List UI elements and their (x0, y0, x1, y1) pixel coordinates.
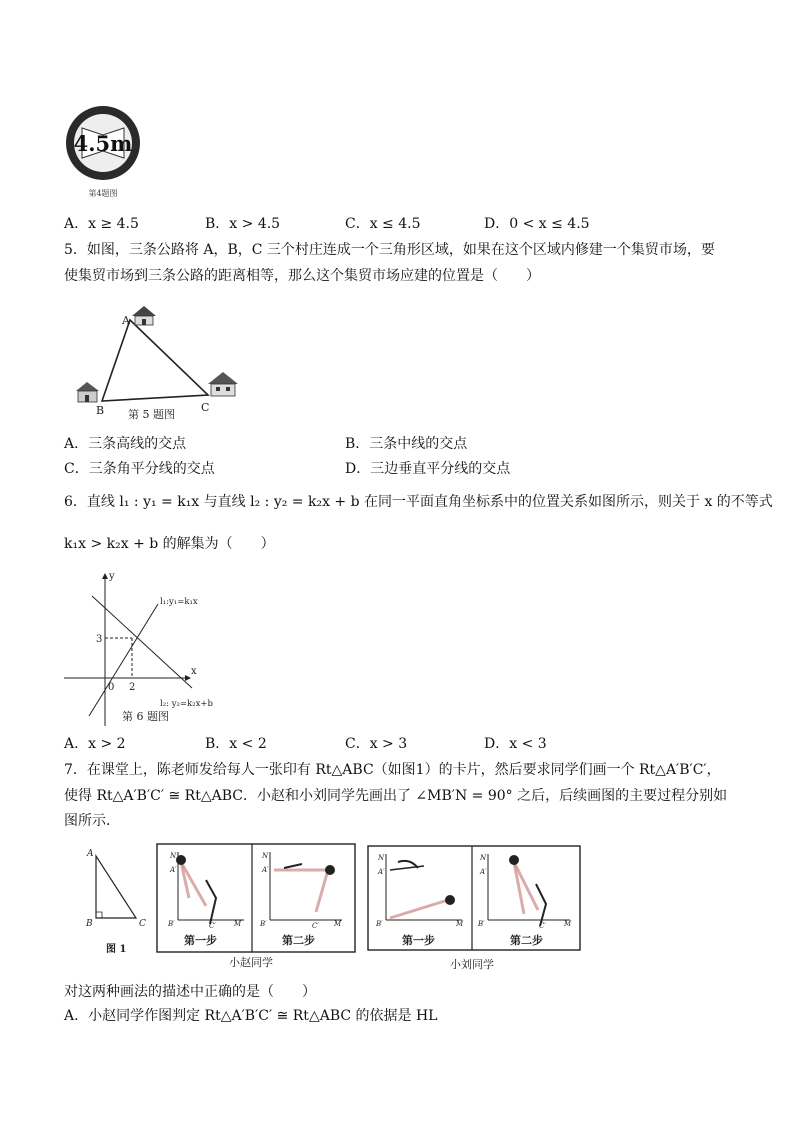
zhao-step2-label: 第二步 (282, 934, 315, 947)
village-triangle (102, 320, 208, 401)
q7-stem-line1: 7．在课堂上，陈老师发给每人一张印有 Rt△ABC（如图1）的卡片，然后要求同学们画一个 Rt△A′B′C′， (64, 762, 721, 778)
q6-option-d[interactable]: D．x < 3 (484, 736, 547, 752)
q5-stem-line2: 使集贸市场到三条公路的距离相等，那么这个集贸市场应建的位置是（ ） (64, 268, 540, 284)
q6-stem-line1: 6．直线 l₁ : y₁ = k₁x 与直线 l₂ : y₂ = k₂x + b 在同一平面直角坐标系中的位置关系如图所示，则关于 x 的不等式 (64, 494, 773, 510)
liu-step1-diagram (375, 854, 464, 947)
q6-option-b[interactable]: B．x < 2 (205, 736, 267, 752)
sign-text: 4.5m (73, 131, 133, 156)
svg-text:N: N (170, 852, 177, 860)
svg-text:C′: C′ (539, 922, 546, 930)
svg-text:A′: A′ (170, 866, 177, 874)
q5-option-b[interactable]: B．三条中线的交点 (345, 436, 468, 452)
y-axis-label: y (109, 571, 115, 582)
svg-text:N: N (480, 854, 487, 862)
svg-text:C′: C′ (209, 922, 216, 930)
zhao-step2-diagram (259, 852, 342, 947)
svg-text:M: M (564, 920, 572, 928)
line-l1 (89, 604, 158, 716)
zhao-step1-label: 第一步 (184, 934, 217, 947)
liu-step1-label: 第一步 (402, 934, 435, 947)
q7-question: 对这两种画法的描述中正确的是（ ） (64, 984, 316, 1000)
vertex-b-label: B (96, 404, 105, 417)
q5-option-a[interactable]: A．三条高线的交点 (64, 436, 187, 452)
q6-figure-caption: 第 6 题图 (122, 710, 169, 723)
figure1-triangle (85, 849, 146, 955)
svg-text:M: M (234, 920, 242, 928)
q7-option-a[interactable]: A．小赵同学作图判定 Rt△A′B′C′ ≅ Rt△ABC 的依据是 HL (64, 1008, 438, 1024)
q7-stem-line2: 使得 Rt△A′B′C′ ≅ Rt△ABC．小赵和小刘同学先画出了 ∠MB′N = 90° 之后，后续画图的主要过程分别如 (64, 788, 728, 804)
q6-option-c[interactable]: C．x > 3 (345, 736, 408, 752)
zhao-caption: 小赵同学 (229, 956, 273, 969)
house-c-icon (208, 372, 238, 396)
q6-option-a[interactable]: A．x > 2 (64, 736, 126, 752)
svg-text:A′: A′ (262, 866, 269, 874)
house-a-icon (132, 306, 156, 325)
fig1-label-b: B (86, 919, 93, 929)
vertex-a-label: A (122, 314, 130, 327)
svg-text:A′: A′ (480, 868, 487, 876)
fig1-label-a: A (87, 849, 94, 859)
liu-step2-label: 第二步 (510, 934, 543, 947)
svg-text:B′: B′ (260, 920, 267, 928)
q5-stem-line1: 5．如图，三条公路将 A，B，C 三个村庄连成一个三角形区域，如果在这个区域内修建一个集贸市场，要 (64, 242, 715, 258)
svg-text:B′: B′ (168, 920, 175, 928)
house-b-icon (76, 382, 99, 402)
q6-graph-figure (62, 566, 246, 728)
q6-stem-line2: k₁x > k₂x + b 的解集为（ ） (64, 536, 275, 552)
l2-label: l₂: y₂=k₂x+b (160, 699, 213, 709)
q5-option-d[interactable]: D．三边垂直平分线的交点 (345, 461, 511, 477)
svg-text:N: N (262, 852, 269, 860)
q5-figure-caption: 第 5 题图 (128, 408, 175, 421)
q5-option-c[interactable]: C．三条角平分线的交点 (64, 461, 215, 477)
q4-option-d[interactable]: D．0 < x ≤ 4.5 (484, 216, 590, 232)
liu-step2-diagram (477, 854, 572, 947)
svg-text:A′: A′ (378, 868, 385, 876)
svg-text:B′: B′ (478, 920, 485, 928)
y-tick-label: 3 (96, 634, 103, 645)
q5-triangle-figure (72, 298, 248, 422)
svg-text:C′: C′ (312, 922, 319, 930)
origin-label: 0 (108, 682, 115, 693)
x-axis-label: x (191, 666, 197, 677)
liu-caption: 小刘同学 (450, 958, 494, 971)
q4-option-c[interactable]: C．x ≤ 4.5 (345, 216, 421, 232)
x-tick-label: 2 (129, 682, 136, 693)
q7-stem-line3: 图所示． (64, 813, 120, 829)
q7-construction-figure (84, 840, 586, 976)
vertex-c-label: C (201, 401, 210, 414)
q4-option-b[interactable]: B．x > 4.5 (205, 216, 281, 232)
svg-text:M: M (334, 920, 342, 928)
fig1-label-c: C (139, 919, 146, 929)
fig1-caption: 图 1 (106, 944, 127, 955)
svg-text:N: N (378, 854, 385, 862)
height-limit-sign-figure (62, 100, 144, 202)
q4-figure-caption: 第4题图 (88, 189, 118, 198)
q4-option-a[interactable]: A．x ≥ 4.5 (64, 216, 139, 232)
svg-text:B′: B′ (376, 920, 383, 928)
zhao-step1-diagram (167, 852, 244, 947)
line-l2 (92, 596, 192, 688)
l1-label: l₁:y₁=k₁x (160, 597, 198, 607)
svg-text:M: M (456, 920, 464, 928)
